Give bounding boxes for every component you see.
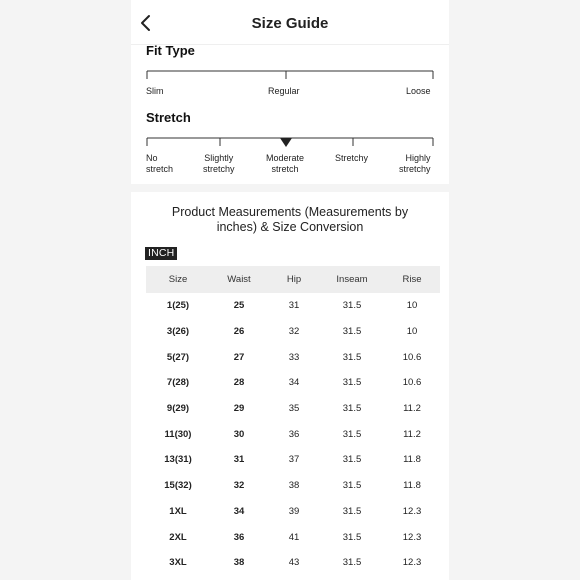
column-header: Hip — [286, 274, 302, 285]
table-cell: 13(31) — [164, 454, 192, 466]
table-cell: 12.3 — [402, 531, 422, 543]
table-row — [146, 396, 440, 422]
table-cell: 10.6 — [402, 377, 422, 389]
table-cell: 37 — [288, 454, 300, 466]
table-cell: 29 — [233, 403, 245, 415]
table-cell: 33 — [288, 351, 300, 363]
header-bar — [131, 0, 449, 45]
table-cell: 11.8 — [403, 480, 421, 492]
fit-label-regular: Regular — [268, 86, 300, 96]
table-cell: 32 — [233, 480, 245, 492]
table-cell: 11.2 — [403, 428, 421, 440]
table-row — [146, 344, 440, 370]
table-cell: 31.5 — [342, 403, 362, 415]
page-title: Size Guide — [251, 15, 329, 32]
table-cell: 5(27) — [166, 351, 190, 363]
table-cell: 11.8 — [403, 454, 421, 466]
table-cell: 38 — [288, 480, 300, 492]
column-header: Waist — [227, 274, 251, 285]
table-cell: 12.3 — [402, 505, 422, 517]
table-row — [146, 421, 440, 447]
table-cell: 39 — [288, 505, 300, 517]
table-cell: 38 — [233, 557, 245, 569]
table-cell: 11.2 — [403, 403, 421, 415]
table-cell: 10 — [406, 326, 418, 338]
stretch-label-moderate-stretch: Moderate stretch — [266, 153, 305, 174]
table-cell: 31.5 — [342, 531, 362, 543]
table-cell: 1(25) — [166, 300, 190, 312]
table-cell: 36 — [288, 428, 300, 440]
table-cell: 28 — [233, 377, 245, 389]
stretch-label-slightly-stretchy: Slightly stretchy — [203, 153, 235, 174]
stretch-title: Stretch — [146, 110, 191, 125]
table-cell: 43 — [288, 557, 300, 569]
fit-type-scale — [131, 65, 449, 85]
stretch-label-no-stretch: No stretch — [146, 153, 174, 174]
table-cell: 31.5 — [342, 505, 362, 517]
table-row — [146, 293, 440, 319]
table-cell: 26 — [233, 326, 245, 338]
stretch-label-highly-stretchy: Highly stretchy — [399, 153, 431, 174]
table-cell: 32 — [288, 326, 300, 338]
table-cell: 31.5 — [342, 300, 362, 312]
table-cell: 36 — [233, 531, 245, 543]
table-cell: 31.5 — [342, 326, 362, 338]
table-cell: 31.5 — [342, 454, 362, 466]
table-cell: 3(26) — [166, 326, 190, 338]
table-row — [146, 447, 440, 473]
table-cell: 31 — [233, 454, 245, 466]
table-row — [146, 473, 440, 499]
table-row — [146, 499, 440, 525]
size-guide-screen — [131, 0, 449, 580]
table-cell: 31.5 — [342, 557, 362, 569]
column-header: Inseam — [336, 274, 368, 285]
table-cell: 27 — [233, 351, 245, 363]
table-cell: 11(30) — [164, 428, 192, 440]
stretch-label-stretchy: Stretchy — [335, 153, 369, 163]
table-header — [146, 266, 440, 293]
table-cell: 41 — [288, 531, 300, 543]
table-row — [146, 319, 440, 345]
table-cell: 31.5 — [342, 377, 362, 389]
table-cell: 9(29) — [166, 403, 190, 415]
table-cell: 35 — [288, 403, 300, 415]
table-cell: 34 — [288, 377, 300, 389]
table-cell: 31.5 — [342, 428, 362, 440]
table-cell: 31 — [288, 300, 300, 312]
section-divider — [131, 184, 449, 192]
table-cell: 12.3 — [402, 557, 422, 569]
table-cell: 25 — [233, 300, 245, 312]
stretch-scale — [131, 132, 449, 152]
measurements-table — [146, 266, 440, 576]
table-row — [146, 524, 440, 550]
column-header: Rise — [402, 274, 422, 285]
table-cell: 10.6 — [402, 351, 422, 363]
triangle-down-icon — [280, 138, 292, 147]
fit-label-loose: Loose — [406, 86, 431, 96]
table-cell: 10 — [406, 300, 418, 312]
fit-label-slim: Slim — [146, 86, 164, 96]
table-cell: 34 — [233, 505, 245, 517]
fit-type-title: Fit Type — [146, 43, 195, 58]
table-cell: 31.5 — [342, 351, 362, 363]
table-cell: 2XL — [169, 531, 187, 543]
column-header: Size — [168, 274, 188, 285]
table-row — [146, 370, 440, 396]
table-cell: 31.5 — [342, 480, 362, 492]
table-cell: 15(32) — [164, 480, 192, 492]
unit-badge[interactable]: INCH — [145, 247, 177, 260]
measurements-title: Product Measurements (Measurements by inches) & Size Conversion — [171, 205, 409, 234]
table-row — [146, 550, 440, 576]
table-cell: 1XL — [169, 505, 187, 517]
table-body — [146, 293, 440, 576]
table-cell: 7(28) — [166, 377, 190, 389]
table-cell: 30 — [233, 428, 245, 440]
table-cell: 3XL — [169, 557, 187, 569]
